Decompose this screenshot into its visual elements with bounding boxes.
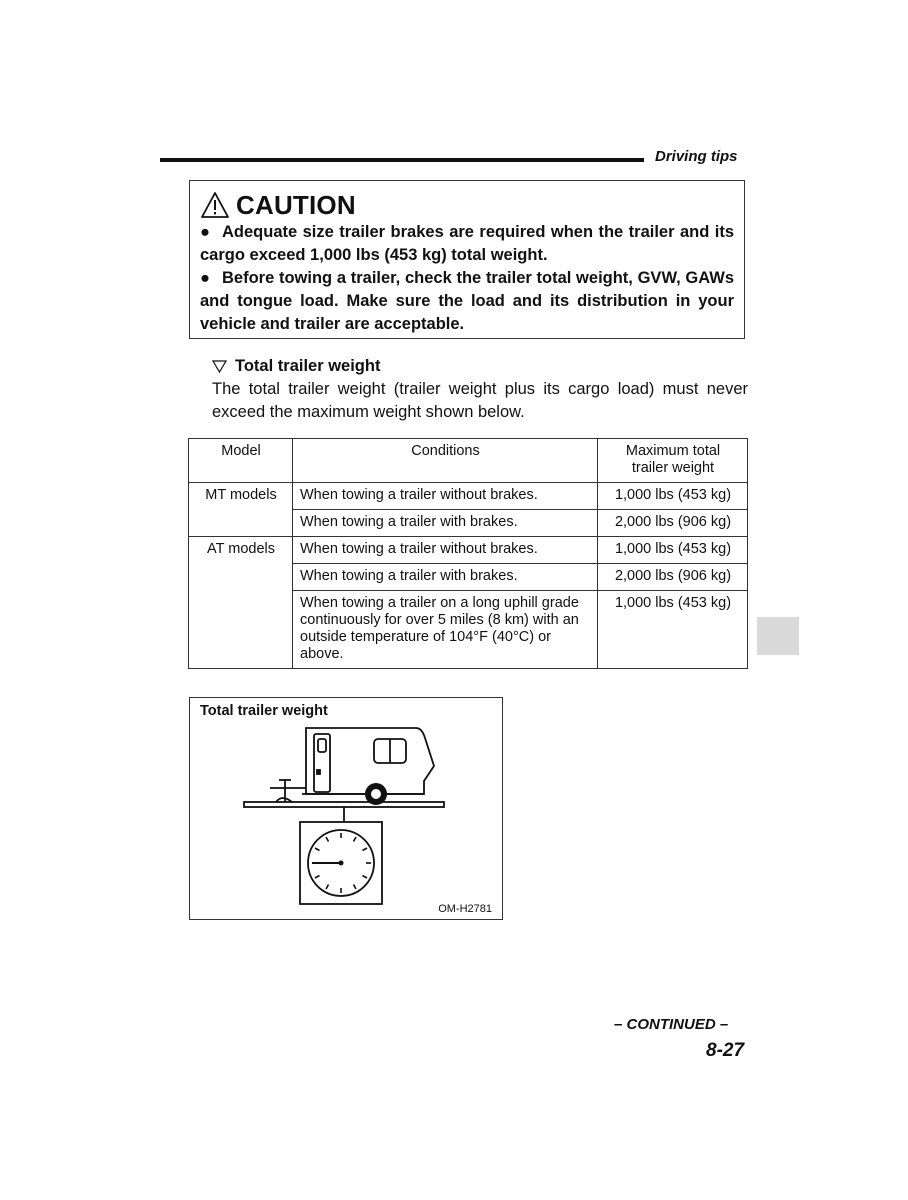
max-weight-cell: 1,000 lbs (453 kg) — [598, 537, 748, 564]
header-conditions: Conditions — [293, 439, 598, 483]
condition-cell: When towing a trailer without brakes. — [293, 537, 598, 564]
chapter-tab — [757, 617, 799, 655]
trailer-icon — [270, 728, 434, 802]
condition-cell: When towing a trailer with brakes. — [293, 510, 598, 537]
trailer-weight-table — [188, 438, 748, 669]
page-number: 8-27 — [706, 1040, 745, 1061]
section-title: Driving tips — [655, 148, 738, 165]
condition-cell: When towing a trailer without brakes. — [293, 483, 598, 510]
bullet-icon: ● — [200, 269, 210, 287]
condition-cell: When towing a trailer on a long uphill grade continuously for over 5 miles (8 km) with an outside temperature of 104°F (40°C) or above. — [293, 591, 598, 669]
max-weight-cell: 1,000 lbs (453 kg) — [598, 483, 748, 510]
caution-box — [189, 180, 745, 339]
caution-heading — [200, 189, 734, 221]
table-header-row — [189, 439, 748, 483]
figure-code: OM-H2781 — [438, 903, 492, 915]
subsection-title: Total trailer weight — [235, 357, 381, 375]
body-paragraph: The total trailer weight (trailer weight plus its cargo load) must never exceed the maximum weight shown below. — [212, 380, 748, 421]
caution-item-text: Adequate size trailer brakes are required when the trailer and its cargo exceed 1,000 lbs (453 kg) total weight. — [200, 223, 734, 264]
max-weight-cell: 2,000 lbs (906 kg) — [598, 564, 748, 591]
scale-icon — [300, 822, 382, 904]
table-row — [189, 483, 748, 510]
trailer-weight-figure — [189, 697, 503, 920]
trailer-on-scale-illustration — [190, 698, 504, 921]
subsection-heading — [212, 357, 380, 376]
scale-platform — [244, 802, 444, 807]
caution-title: CAUTION — [236, 189, 356, 220]
table-row — [189, 537, 748, 564]
caution-item — [200, 267, 734, 336]
continued-label: – CONTINUED – — [614, 1016, 729, 1033]
condition-cell: When towing a trailer with brakes. — [293, 564, 598, 591]
down-triangle-icon — [212, 360, 227, 373]
max-weight-cell: 1,000 lbs (453 kg) — [598, 591, 748, 669]
max-weight-cell: 2,000 lbs (906 kg) — [598, 510, 748, 537]
header-max-weight: Maximum total trailer weight — [598, 439, 748, 483]
caution-item — [200, 221, 734, 267]
header-rule — [160, 158, 644, 162]
model-cell: AT models — [189, 537, 293, 669]
header-model: Model — [189, 439, 293, 483]
bullet-icon: ● — [200, 223, 210, 241]
caution-item-text: Before towing a trailer, check the trailer total weight, GVW, GAWs and tongue load. Make sure the load and its distribution in your vehicle and trailer are acceptable. — [200, 269, 734, 333]
model-cell: MT models — [189, 483, 293, 537]
warning-triangle-icon — [200, 191, 230, 219]
figure-title: Total trailer weight — [200, 703, 328, 719]
